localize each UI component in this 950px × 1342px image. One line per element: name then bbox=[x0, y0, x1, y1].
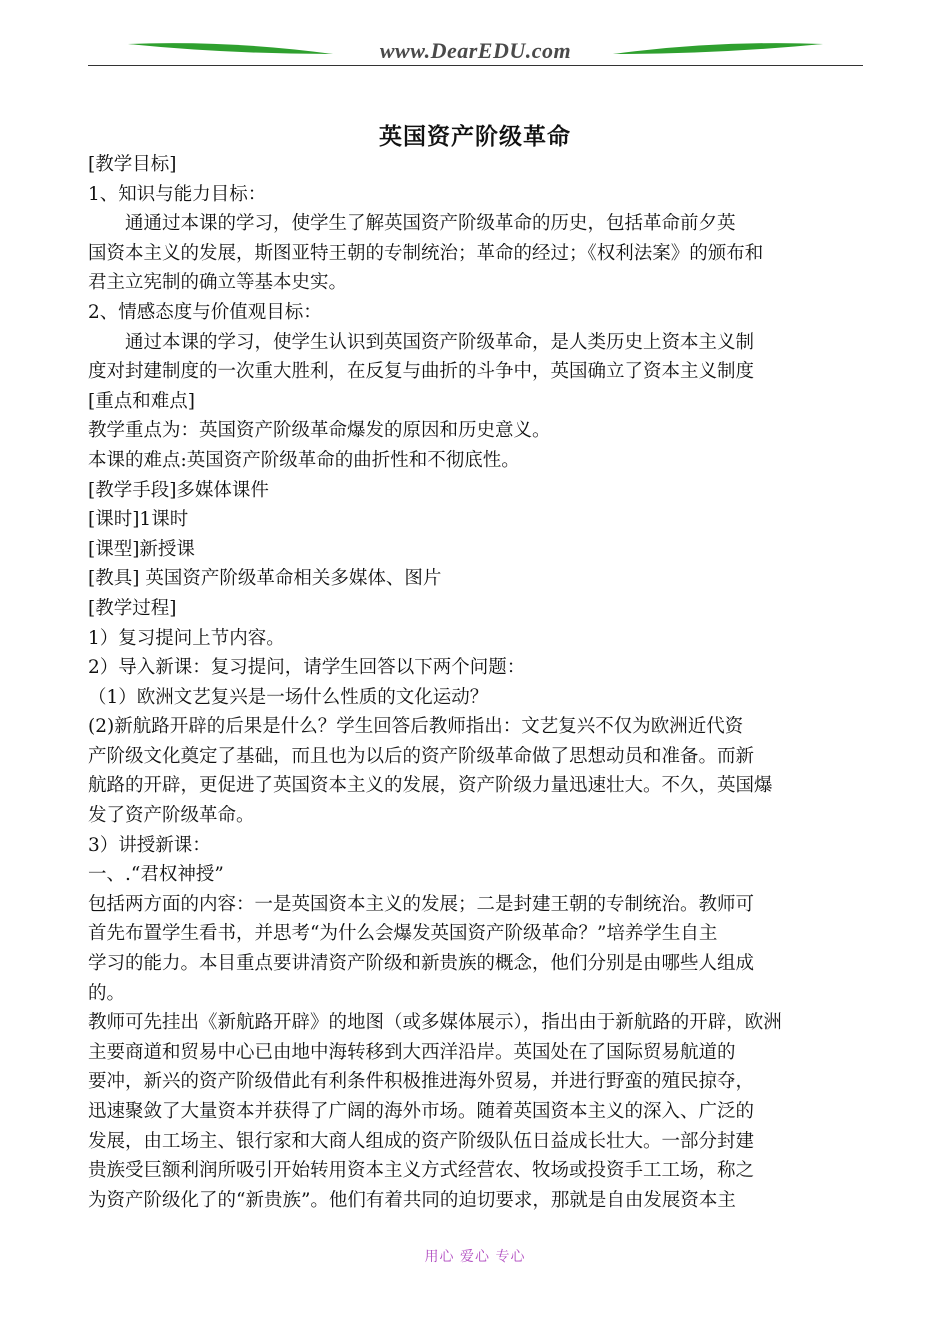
body-line: 贵族受巨额利润所吸引开始转用资本主义方式经营农、牧场或投资手工工场，称之 bbox=[88, 1160, 755, 1182]
body-line: 主要商道和贸易中心已由地中海转移到大西洋沿岸。英国处在了国际贸易航道的 bbox=[88, 1041, 736, 1063]
body-line: （1）欧洲文艺复兴是一场什么性质的文化运动？ bbox=[88, 686, 489, 708]
site-logo-text: www.DearEDU.com bbox=[379, 38, 572, 63]
body-line: [教具] 英国资产阶级革命相关多媒体、图片 bbox=[88, 568, 442, 590]
body-line: [课时]1课时 bbox=[88, 509, 189, 531]
body-line: [教学目标] bbox=[88, 154, 177, 175]
body-line: 产阶级文化奠定了基础，而且也为以后的资产阶级革命做了思想动员和准备。而新 bbox=[88, 745, 755, 767]
body-line: 国资本主义的发展，斯图亚特王朝的专制统治；革命的经过；《权利法案》的颁布和 bbox=[88, 242, 764, 264]
body-line: 的。 bbox=[88, 982, 126, 1004]
body-line: 迅速聚敛了大量资本并获得了广阔的海外市场。随着英国资本主义的深入、广泛的 bbox=[88, 1101, 755, 1122]
body-line: 教学重点为：英国资产阶级革命爆发的原因和历史意义。 bbox=[88, 420, 551, 442]
body-line: [重点和难点] bbox=[88, 390, 195, 412]
body-line: 3）讲授新课： bbox=[88, 834, 211, 856]
body-line: [教学过程] bbox=[88, 597, 177, 619]
body-line: 发展，由工场主、银行家和大商人组成的资产阶级队伍日益成长壮大。一部分封建 bbox=[88, 1130, 755, 1152]
body-line: [教学手段]多媒体课件 bbox=[88, 479, 269, 501]
footer-slogan: 用心 爱心 专心 bbox=[424, 1249, 526, 1265]
body-line: 包括两方面的内容：一是英国资本主义的发展；二是封建王朝的专制统治。教师可 bbox=[88, 893, 755, 915]
body-line: 度对封建制度的一次重大胜利，在反复与曲折的斗争中，英国确立了资本主义制度 bbox=[88, 361, 755, 383]
body-line: 要冲，新兴的资产阶级借此有利条件积极推进海外贸易，并进行野蛮的殖民掠夺， bbox=[88, 1071, 755, 1093]
body-line: 通过本课的学习，使学生认识到英国资产阶级革命，是人类历史上资本主义制 bbox=[88, 331, 755, 353]
body-line: 发了资产阶级革命。 bbox=[88, 805, 255, 827]
body-line: 君主立宪制的确立等基本史实。 bbox=[88, 272, 348, 294]
body-line: 1、知识与能力目标： bbox=[88, 183, 267, 205]
page-header bbox=[88, 36, 863, 68]
body-line: 本课的难点:英国资产阶级革命的曲折性和不彻底性。 bbox=[88, 449, 520, 471]
body-line: [课型]新授课 bbox=[88, 538, 195, 560]
body-line: 为资产阶级化了的“新贵族”。他们有着共同的迫切要求，那就是自由发展资本主 bbox=[88, 1189, 736, 1211]
body-line: 航路的开辟，更促进了英国资本主义的发展，资产阶级力量迅速壮大。不久，英国爆 bbox=[88, 775, 773, 797]
document-body bbox=[88, 150, 866, 1215]
body-line: 教师可先挂出《新航路开辟》的地图（或多媒体展示），指出由于新航路的开辟，欧洲 bbox=[88, 1012, 782, 1034]
body-line: 学习的能力。本目重点要讲清资产阶级和新贵族的概念，他们分别是由哪些人组成 bbox=[88, 953, 755, 975]
body-line: 通通过本课的学习，使学生了解英国资产阶级革命的历史，包括革命前夕英 bbox=[88, 213, 736, 235]
body-line: 2、情感态度与价值观目标： bbox=[88, 301, 322, 323]
body-line: (2)新航路开辟的后果是什么？学生回答后教师指出：文艺复兴不仅为欧洲近代资 bbox=[88, 716, 744, 738]
body-line: 首先布置学生看书，并思考“为什么会爆发英国资产阶级革命？”培养学生自主 bbox=[88, 923, 718, 945]
body-line: 一、.“君权神授” bbox=[88, 864, 224, 886]
body-line: 1）复习提问上节内容。 bbox=[88, 627, 285, 649]
header-divider bbox=[88, 65, 863, 66]
document-title: 英国资产阶级革命 bbox=[379, 123, 571, 150]
body-line: 2）导入新课：复习提问，请学生回答以下两个问题： bbox=[88, 657, 526, 679]
